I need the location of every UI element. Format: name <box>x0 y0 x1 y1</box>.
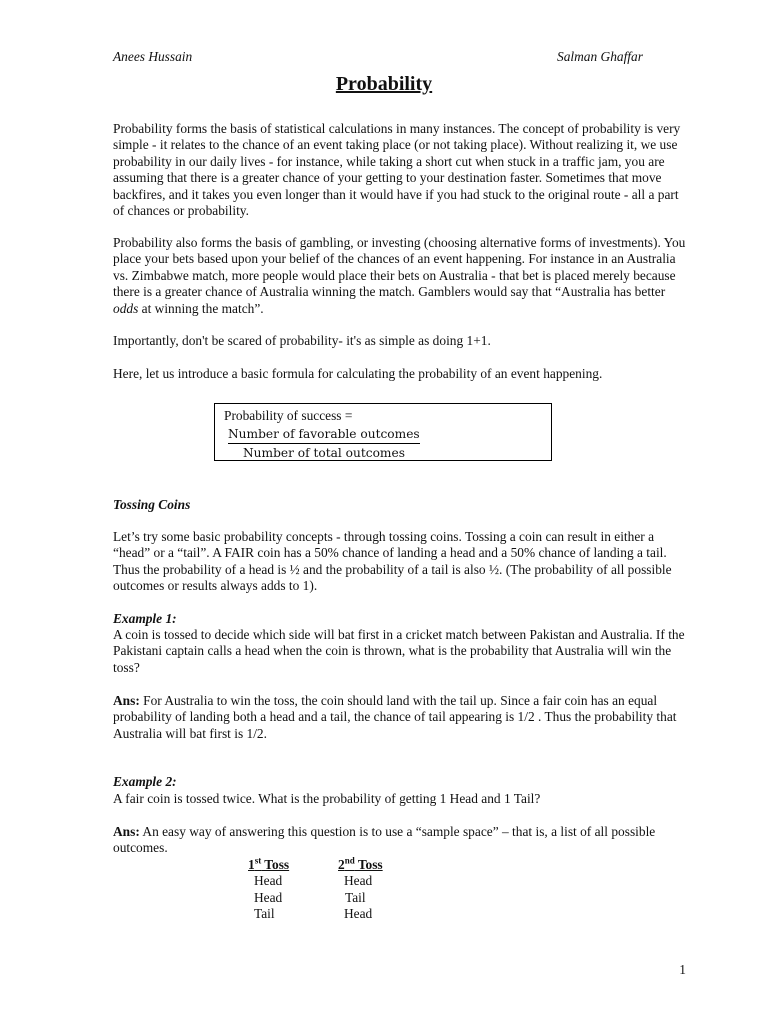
header-author-left: Anees Hussain <box>113 49 193 64</box>
header-word: Toss <box>261 857 290 872</box>
answer-text: For Australia to win the toss, the coin should land with the tail up. Since a fair coin has an equal probability of landing both a head and a tail, the chance of tail appearing is 1/2 . Thus the probability that Australia will bat first is 1/2. <box>113 693 677 741</box>
example-2-heading: Example 2: <box>113 774 177 789</box>
header-word: Toss <box>354 857 383 872</box>
header-number: 1 <box>248 857 255 872</box>
sample-space-column-1 <box>248 857 289 923</box>
formula-numerator: Number of favorable outcomes <box>228 426 420 444</box>
answer-label: Ans: <box>113 824 140 839</box>
sample-space-column-2 <box>338 857 383 923</box>
gambling-paragraph <box>113 235 691 317</box>
table-cell: Tail <box>254 906 275 922</box>
section-heading-tossing-coins: Tossing Coins <box>113 497 191 512</box>
table-cell: Head <box>344 873 373 889</box>
example-2-answer <box>113 824 691 857</box>
header-number: 2 <box>338 857 345 872</box>
intro-paragraph: Probability forms the basis of statistical calculations in many instances. The concept of probability is very simple - it relates to the chance of an event taking place (or not taking place). Without realizing it, we use probability in our daily lives - for instance, while taking a short cut when stuck in a traffic jam, you are assuming that there is a greater chance of your getting to your destination faster. Sometimes that move backfires, and it takes you even longer than it would have if you had stuck to the original route - all a part of chances or probability. <box>113 121 681 219</box>
page-title: Probability <box>335 73 433 95</box>
header-ordinal: st <box>254 855 262 866</box>
table-cell: Head <box>254 873 283 889</box>
gambling-text: Probability also forms the basis of gambling, or investing (choosing alternative forms of investments). You place your bets based upon your belief of the chances of an event happening. For instance in an Australia vs. Zimbabwe match, more people would place their bets on Australia - that bet is placed merely because there is a greater chance of Australia winning the match. Gamblers would say that “Australia has better <box>113 235 686 300</box>
formula-label: Probability of success = <box>224 408 353 423</box>
example-1-heading: Example 1: <box>113 611 177 626</box>
page-number: 1 <box>679 962 686 977</box>
example-1-answer <box>113 693 691 742</box>
table-cell: Head <box>254 889 283 905</box>
gambling-text-end: at winning the match”. <box>138 300 264 316</box>
odds-emphasis: odds <box>113 300 139 316</box>
tossing-intro-paragraph: Let’s try some basic probability concepts - through tossing coins. Tossing a coin can result in either a “head” or a “tail”. A FAIR coin has a 50% chance of landing a head and a 50% chance of landing a tail. Thus the probability of a head is ½ and the probability of a tail is also ½. (The probability of all possible outcomes or results always adds to 1). <box>113 529 672 594</box>
example-1-question: A coin is tossed to decide which side will bat first in a cricket match between Pakistan and Australia. If the Pakistani captain calls a head when the coin is thrown, what is the probability that Australia will win the toss? <box>113 627 685 675</box>
column-header-second-toss <box>338 857 383 873</box>
header-author-right: Salman Ghaffar <box>557 49 643 64</box>
answer-text: An easy way of answering this question is to use a “sample space” – that is, a list of all possible outcomes. <box>113 824 656 856</box>
header-ordinal: nd <box>344 855 355 866</box>
table-cell: Head <box>344 906 373 922</box>
answer-label: Ans: <box>113 693 140 708</box>
formula-denominator: Number of total outcomes <box>243 446 405 460</box>
reassurance-paragraph: Importantly, don't be scared of probability- it's as simple as doing 1+1. <box>113 333 491 348</box>
column-header-first-toss <box>248 857 289 873</box>
table-cell: Tail <box>345 889 366 905</box>
formula-intro-paragraph: Here, let us introduce a basic formula for calculating the probability of an event happening. <box>113 366 603 381</box>
formula-box <box>214 403 552 461</box>
example-2-question: A fair coin is tossed twice. What is the probability of getting 1 Head and 1 Tail? <box>113 791 541 806</box>
